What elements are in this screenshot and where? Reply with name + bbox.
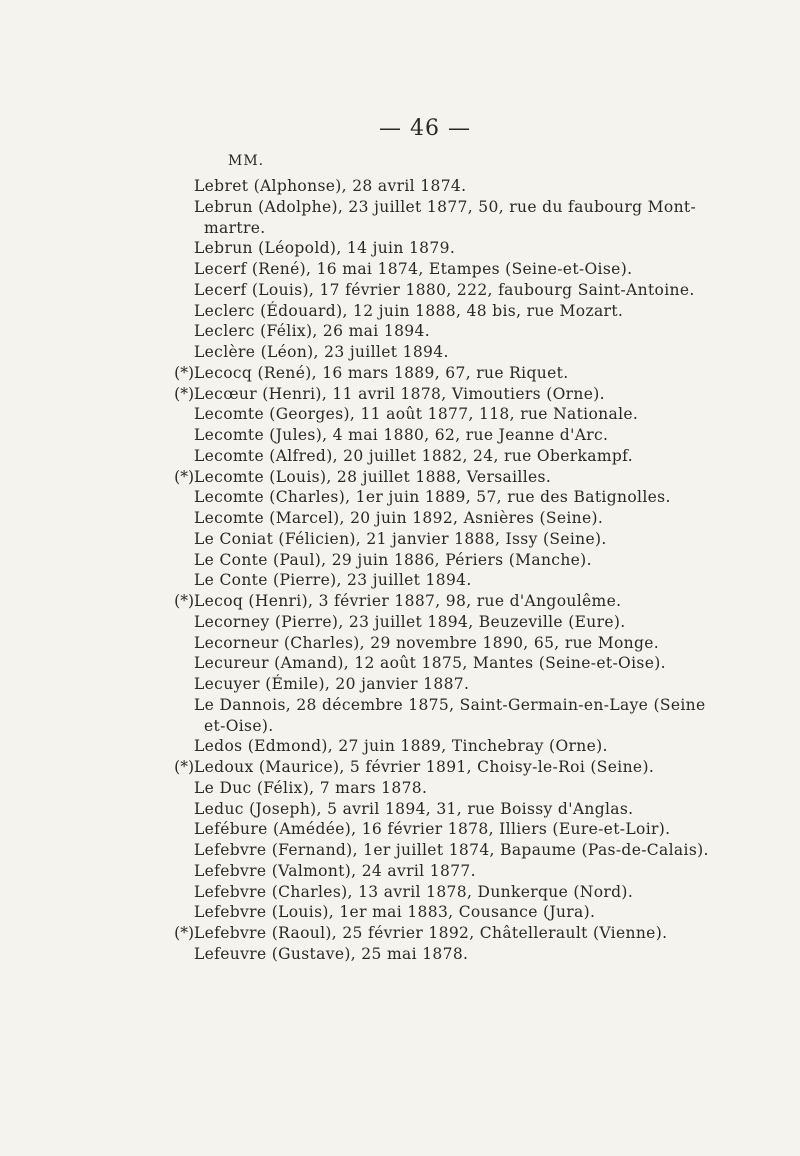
asterisk-marker (0, 301, 194, 322)
entry-line: Le Duc (Félix), 7 mars 1878. (194, 778, 428, 797)
entry-text (194, 321, 704, 342)
asterisk-marker (0, 570, 194, 591)
asterisk-marker (0, 799, 194, 820)
entry-text (194, 384, 704, 405)
entry-text (194, 404, 704, 425)
asterisk-marker (0, 633, 194, 654)
entry-text (194, 176, 704, 197)
entry-text (194, 653, 704, 674)
list-item (0, 280, 800, 301)
asterisk-marker (0, 736, 194, 757)
entry-text (194, 238, 704, 259)
list-item (0, 736, 800, 757)
entry-text (194, 695, 704, 737)
entry-line: Lefebvre (Raoul), 25 février 1892, Châtellerault (Vienne). (194, 924, 668, 942)
asterisk-marker (0, 259, 194, 280)
asterisk-marker (0, 446, 194, 467)
asterisk-marker (0, 487, 194, 508)
list-item (0, 633, 800, 654)
list-item (0, 944, 800, 965)
list-item (0, 570, 800, 591)
entry-line: Lefebvre (Fernand), 1er juillet 1874, Bapaume (Pas-de-Calais). (194, 841, 709, 859)
entry-line: Lecomte (Louis), 28 juillet 1888, Versailles. (194, 467, 552, 486)
entry-line: Lecocq (René), 16 mars 1889, 67, rue Riquet. (194, 363, 569, 382)
entry-line: Leclère (Léon), 23 juillet 1894. (194, 343, 449, 361)
list-item (0, 446, 800, 467)
entry-text (194, 902, 704, 923)
asterisk-marker (0, 363, 194, 384)
list-item (0, 508, 800, 529)
entry-line: Lecuyer (Émile), 20 janvier 1887. (194, 675, 470, 693)
entry-line: Lefebvre (Valmont), 24 avril 1877. (194, 861, 476, 880)
asterisk-marker (0, 321, 194, 342)
entry-line: Lecomte (Georges), 11 août 1877, 118, rue Nationale. (194, 405, 639, 424)
entry-line: Lebrun (Léopold), 14 juin 1879. (194, 239, 456, 258)
entry-text (194, 882, 704, 903)
entry-text (194, 799, 704, 820)
list-item (0, 778, 800, 799)
list-item (0, 591, 800, 612)
asterisk-marker (0, 674, 194, 695)
list-item (0, 923, 800, 944)
entry-text (194, 342, 704, 363)
entry-line: Lefebvre (Louis), 1er mai 1883, Cousance (Jura). (194, 903, 596, 922)
entry-text (194, 819, 704, 840)
entry-text (194, 736, 704, 757)
list-item (0, 487, 800, 508)
list-item (0, 840, 800, 861)
entry-line-continuation: et-Oise). (204, 716, 274, 735)
asterisk-marker (0, 840, 194, 861)
entry-text (194, 280, 704, 301)
entry-line: Lecomte (Charles), 1er juin 1889, 57, rue des Batignolles. (194, 488, 671, 507)
entry-text (194, 757, 704, 778)
asterisk-marker (0, 280, 194, 301)
asterisk-marker (0, 384, 194, 405)
marker-text: (*) (174, 758, 194, 776)
entry-line: Lefébure (Amédée), 16 février 1878, Illiers (Eure-et-Loir). (194, 820, 671, 839)
entry-text (194, 259, 704, 280)
entry-line: Lecerf (René), 16 mai 1874, Etampes (Seine-et-Oise). (194, 260, 633, 278)
entry-line: Lecorney (Pierre), 23 juillet 1894, Beuzeville (Eure). (194, 612, 626, 631)
list-item (0, 384, 800, 405)
entry-text (194, 197, 704, 239)
marker-text: (*) (174, 467, 194, 486)
asterisk-marker (0, 508, 194, 529)
entry-text (194, 487, 704, 508)
list-item (0, 612, 800, 633)
list-item (0, 695, 800, 737)
asterisk-marker (0, 425, 194, 446)
marker-text: (*) (174, 592, 194, 610)
list-item (0, 197, 800, 239)
asterisk-marker (0, 342, 194, 363)
entry-line: Le Dannois, 28 décembre 1875, Saint-Germain-en-Laye (Seine (194, 695, 706, 714)
list-item (0, 674, 800, 695)
entry-line: Lecœur (Henri), 11 avril 1878, Vimoutiers (Orne). (194, 384, 605, 403)
list-item (0, 259, 800, 280)
entry-line: Lecomte (Marcel), 20 juin 1892, Asnières (Seine). (194, 509, 604, 527)
entry-text (194, 591, 704, 612)
entry-line: Lefebvre (Charles), 13 avril 1878, Dunkerque (Nord). (194, 882, 634, 901)
entry-text (194, 363, 704, 384)
entry-line: Lecureur (Amand), 12 août 1875, Mantes (Seine-et-Oise). (194, 654, 666, 673)
asterisk-marker (0, 861, 194, 882)
asterisk-marker (0, 404, 194, 425)
entry-text (194, 778, 704, 799)
entry-line: Lebret (Alphonse), 28 avril 1874. (194, 177, 467, 195)
entry-line: Lecerf (Louis), 17 février 1880, 222, faubourg Saint-Antoine. (194, 280, 695, 299)
list-item (0, 550, 800, 571)
marker-text: (*) (174, 384, 194, 403)
list-item (0, 653, 800, 674)
entry-text (194, 861, 704, 882)
entry-line: Lebrun (Adolphe), 23 juillet 1877, 50, rue du faubourg Mont- (194, 197, 697, 216)
asterisk-marker (0, 197, 194, 239)
list-item (0, 861, 800, 882)
list-item (0, 799, 800, 820)
entry-text (194, 550, 704, 571)
entry-text (194, 529, 704, 550)
entry-text (194, 633, 704, 654)
entry-text (194, 425, 704, 446)
entry-line: Ledos (Edmond), 27 juin 1889, Tinchebray (Orne). (194, 737, 608, 756)
list-item (0, 342, 800, 363)
entry-line: Le Coniat (Félicien), 21 janvier 1888, Issy (Seine). (194, 529, 607, 548)
asterisk-marker (0, 176, 194, 197)
entry-text (194, 840, 709, 861)
asterisk-marker (0, 757, 194, 778)
entry-list (0, 176, 800, 965)
entry-text (194, 508, 704, 529)
entry-text (194, 570, 704, 591)
list-item (0, 176, 800, 197)
entry-line: Le Conte (Pierre), 23 juillet 1894. (194, 571, 472, 590)
entry-line: Le Conte (Paul), 29 juin 1886, Périers (Manche). (194, 550, 592, 569)
list-item (0, 819, 800, 840)
list-item (0, 902, 800, 923)
list-item (0, 363, 800, 384)
list-item (0, 301, 800, 322)
entry-text (194, 923, 704, 944)
entry-line: Leclerc (Édouard), 12 juin 1888, 48 bis, rue Mozart. (194, 301, 624, 320)
entry-line-continuation: martre. (204, 218, 266, 237)
entry-text (194, 612, 704, 633)
asterisk-marker (0, 529, 194, 550)
asterisk-marker (0, 695, 194, 737)
entry-text (194, 674, 704, 695)
entry-line: Lecomte (Alfred), 20 juillet 1882, 24, rue Oberkampf. (194, 446, 633, 465)
salutation: MM. (228, 153, 265, 169)
list-item (0, 238, 800, 259)
list-item (0, 882, 800, 903)
list-item (0, 467, 800, 488)
marker-text: (*) (174, 363, 194, 382)
entry-text (194, 446, 704, 467)
entry-line: Lefeuvre (Gustave), 25 mai 1878. (194, 944, 469, 963)
asterisk-marker (0, 550, 194, 571)
asterisk-marker (0, 612, 194, 633)
asterisk-marker (0, 591, 194, 612)
entry-line: Leduc (Joseph), 5 avril 1894, 31, rue Boissy d'Anglas. (194, 799, 634, 818)
entry-text (194, 944, 704, 965)
asterisk-marker (0, 653, 194, 674)
entry-line: Lecoq (Henri), 3 février 1887, 98, rue d'Angoulême. (194, 592, 622, 610)
asterisk-marker (0, 923, 194, 944)
list-item (0, 321, 800, 342)
entry-line: Lecomte (Jules), 4 mai 1880, 62, rue Jeanne d'Arc. (194, 426, 609, 444)
list-item (0, 404, 800, 425)
marker-text: (*) (174, 924, 194, 942)
entry-line: Ledoux (Maurice), 5 février 1891, Choisy-le-Roi (Seine). (194, 758, 655, 776)
asterisk-marker (0, 467, 194, 488)
list-item (0, 425, 800, 446)
entry-text (194, 301, 704, 322)
list-item (0, 529, 800, 550)
entry-line: Lecorneur (Charles), 29 novembre 1890, 65, rue Monge. (194, 633, 660, 652)
entry-text (194, 467, 704, 488)
page-number: — 46 — (379, 116, 471, 141)
asterisk-marker (0, 238, 194, 259)
list-item (0, 757, 800, 778)
asterisk-marker (0, 882, 194, 903)
asterisk-marker (0, 902, 194, 923)
asterisk-marker (0, 944, 194, 965)
asterisk-marker (0, 819, 194, 840)
entry-line: Leclerc (Félix), 26 mai 1894. (194, 322, 430, 341)
asterisk-marker (0, 778, 194, 799)
